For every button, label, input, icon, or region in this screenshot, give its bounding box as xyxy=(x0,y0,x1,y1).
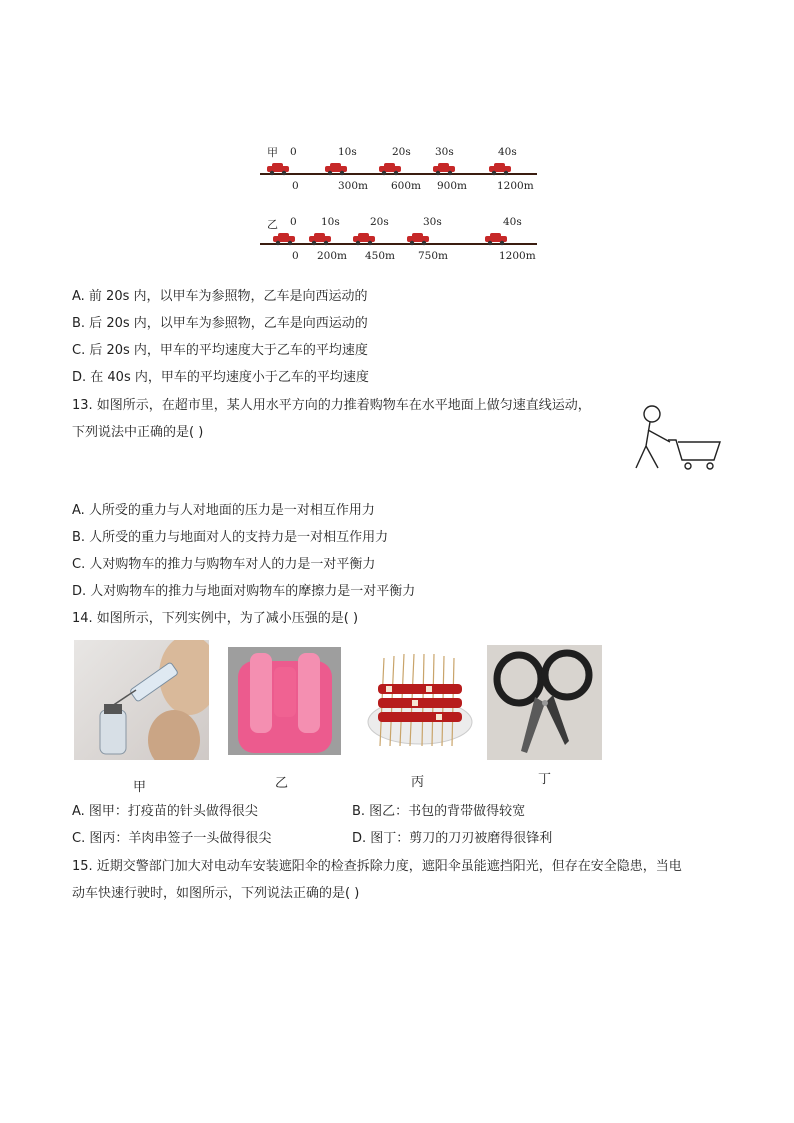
distance-label: 200m xyxy=(317,250,347,262)
photo-backpack xyxy=(228,647,341,755)
time-label: 10s xyxy=(338,146,357,158)
time-label: 0 xyxy=(290,146,297,158)
time-label: 0 xyxy=(290,216,297,228)
distance-label: 0 xyxy=(292,180,299,192)
car-b-label: 乙 xyxy=(267,218,278,231)
photo-scissors xyxy=(487,645,602,760)
distance-label: 900m xyxy=(437,180,467,192)
caption-jia: 甲 xyxy=(133,780,147,795)
time-label: 20s xyxy=(370,216,389,228)
distance-label: 600m xyxy=(391,180,421,192)
q15-stem-line2: 动车快速行驶时，如图所示，下列说法正确的是( ) xyxy=(72,886,360,901)
skewers-icon xyxy=(366,650,474,750)
distance-label: 0 xyxy=(292,250,299,262)
backpack-icon xyxy=(228,647,341,755)
caption-ding: 丁 xyxy=(538,772,552,787)
q12-option-c: C. 后 20s 内，甲车的平均速度大于乙车的平均速度 xyxy=(72,343,368,358)
shopping-cart-figure xyxy=(630,402,725,474)
q14-option-c: C. 图丙：羊肉串签子一头做得很尖 xyxy=(72,831,272,846)
q13-option-c: C. 人对购物车的推力与购物车对人的力是一对平衡力 xyxy=(72,557,376,572)
photo-skewers xyxy=(366,650,474,750)
q15-stem-line1: 15. 近期交警部门加大对电动车安装遮阳伞的检查拆除力度，遮阳伞虽能遮挡阳光，但存在安全隐患，当电 xyxy=(72,859,682,874)
q14-option-b: B. 图乙：书包的背带做得较宽 xyxy=(352,804,526,819)
person-pushing-cart-icon xyxy=(630,402,725,474)
q13-option-b: B. 人所受的重力与地面对人的支持力是一对相互作用力 xyxy=(72,530,389,545)
syringe-icon xyxy=(74,640,209,760)
q12-option-d: D. 在 40s 内，甲车的平均速度小于乙车的平均速度 xyxy=(72,370,369,385)
photo-syringe xyxy=(74,640,209,760)
q14-option-d: D. 图丁：剪刀的刀刃被磨得很锋利 xyxy=(352,831,553,846)
q13-option-a: A. 人所受的重力与人对地面的压力是一对相互作用力 xyxy=(72,503,375,518)
time-label: 40s xyxy=(498,146,517,158)
q13-stem-line1: 13. 如图所示，在超市里，某人用水平方向的力推着购物车在水平地面上做匀速直线运动， xyxy=(72,398,591,413)
distance-label: 450m xyxy=(365,250,395,262)
q12-option-a: A. 前 20s 内，以甲车为参照物，乙车是向西运动的 xyxy=(72,289,368,304)
q12-option-b: B. 后 20s 内，以甲车为参照物，乙车是向西运动的 xyxy=(72,316,368,331)
q13-option-d: D. 人对购物车的推力与地面对购物车的摩擦力是一对平衡力 xyxy=(72,584,416,599)
q14-option-a: A. 图甲：打疫苗的针头做得很尖 xyxy=(72,804,258,819)
time-label: 10s xyxy=(321,216,340,228)
q14-stem: 14. 如图所示，下列实例中，为了减小压强的是( ) xyxy=(72,611,359,626)
distance-label: 1200m xyxy=(499,250,536,262)
q13-stem-line2: 下列说法中正确的是( ) xyxy=(72,425,204,440)
caption-yi: 乙 xyxy=(275,776,289,791)
distance-label: 300m xyxy=(338,180,368,192)
motion-diagram xyxy=(255,140,555,270)
time-label: 20s xyxy=(392,146,411,158)
time-label: 30s xyxy=(435,146,454,158)
caption-bing: 丙 xyxy=(411,775,425,790)
distance-label: 750m xyxy=(418,250,448,262)
scissors-icon xyxy=(487,645,602,760)
car-a-label: 甲 xyxy=(267,146,278,159)
time-label: 40s xyxy=(503,216,522,228)
time-label: 30s xyxy=(423,216,442,228)
distance-label: 1200m xyxy=(497,180,534,192)
